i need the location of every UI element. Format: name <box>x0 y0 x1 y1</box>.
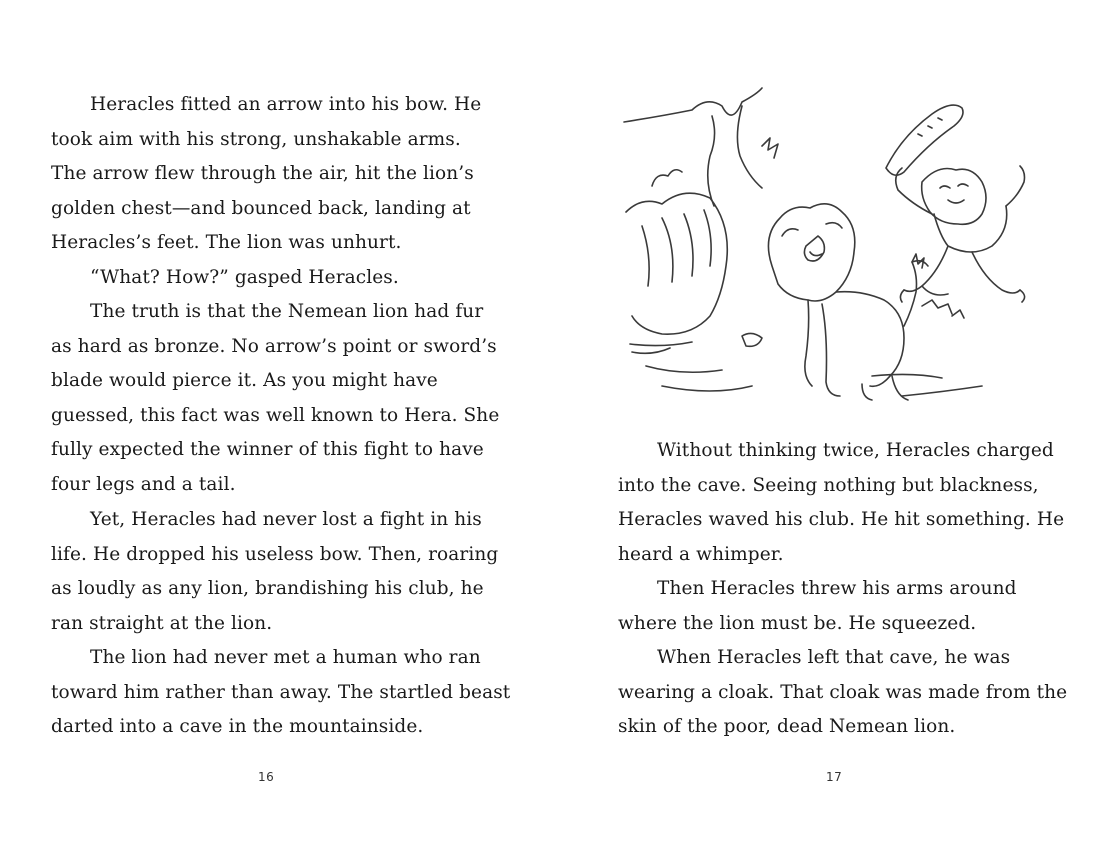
text-line: toward him rather than away. The startled beast <box>51 681 511 703</box>
text-line: fully expected the winner of this fight to have <box>51 439 484 461</box>
text-line: Heracles waved his club. He hit something. He <box>618 509 1065 531</box>
text-line: The arrow flew through the air, hit the lion’s <box>51 163 474 185</box>
text-line: wearing a cloak. That cloak was made from the <box>618 681 1068 703</box>
text-line: darted into a cave in the mountainside. <box>51 716 424 738</box>
text-line: The truth is that the Nemean lion had fur <box>90 301 484 322</box>
text-line: four legs and a tail. <box>51 473 236 495</box>
paragraph <box>51 261 399 296</box>
heracles-lion-sketch-icon <box>622 86 1052 426</box>
text-line: Heracles fitted an arrow into his bow. He <box>90 94 482 115</box>
text-line: golden chest—and bounced back, landing at <box>51 197 471 219</box>
text-line: took aim with his strong, unshakable arms. <box>51 128 461 150</box>
text-line: as hard as bronze. No arrow’s point or sword’s <box>51 335 497 357</box>
text-line: as loudly as any lion, brandishing his club, he <box>51 578 484 600</box>
text-line: where the lion must be. He squeezed. <box>618 612 977 634</box>
text-line: guessed, this fact was well known to Hera. She <box>51 404 500 426</box>
text-line: The lion had never met a human who ran <box>90 647 481 668</box>
text-line: When Heracles left that cave, he was <box>657 647 1011 668</box>
paragraph <box>51 503 498 641</box>
text-line: Without thinking twice, Heracles charged <box>657 440 1054 461</box>
paragraph <box>51 88 481 261</box>
text-line: heard a whimper. <box>618 543 784 565</box>
paragraph <box>51 641 510 745</box>
text-line: into the cave. Seeing nothing but blackness, <box>618 474 1039 496</box>
text-line: Yet, Heracles had never lost a fight in his <box>90 509 482 530</box>
paragraph <box>51 295 499 503</box>
page-number: 16 <box>258 770 275 784</box>
text-line: Heracles’s feet. The lion was unhurt. <box>51 232 402 254</box>
right-page <box>550 0 1100 844</box>
text-line: ran straight at the lion. <box>51 612 273 634</box>
page-number: 17 <box>826 770 843 784</box>
paragraph <box>618 641 1067 745</box>
text-line: skin of the poor, dead Nemean lion. <box>618 716 956 738</box>
paragraph <box>618 434 1064 572</box>
text-line: “What? How?” gasped Heracles. <box>90 267 399 288</box>
text-line: Then Heracles threw his arms around <box>657 578 1017 599</box>
text-line: life. He dropped his useless bow. Then, roaring <box>51 543 499 565</box>
paragraph <box>618 572 1017 641</box>
text-line: blade would pierce it. As you might have <box>51 370 438 392</box>
